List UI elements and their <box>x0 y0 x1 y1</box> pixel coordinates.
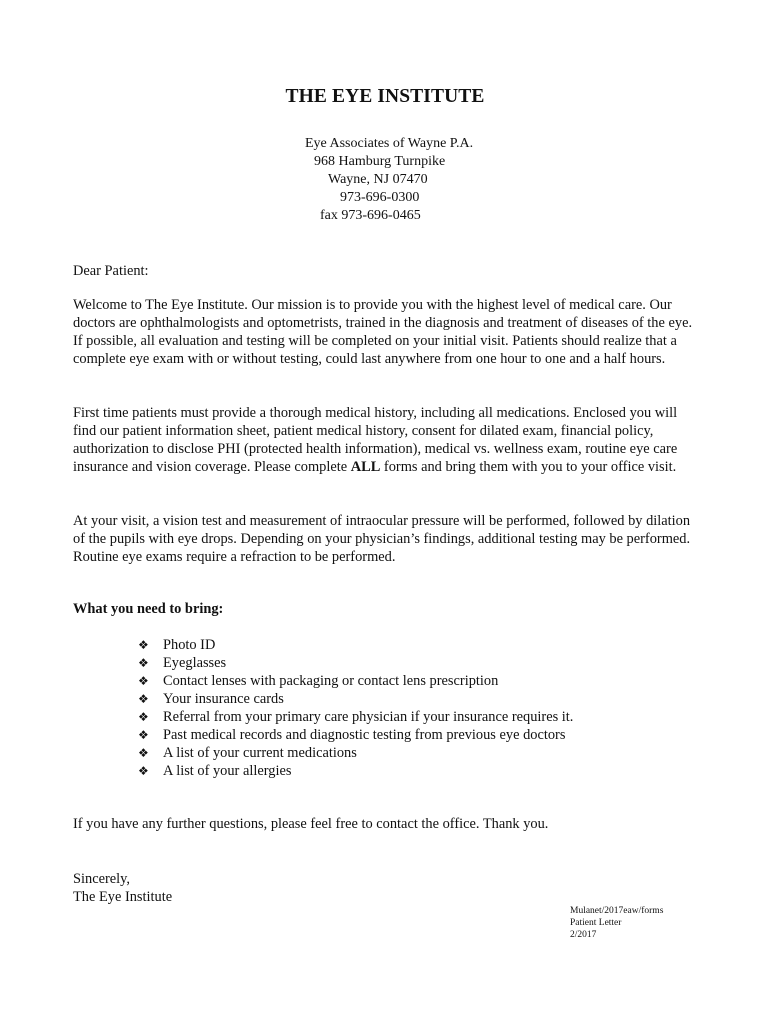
signature-block <box>73 870 698 906</box>
form-name: Patient Letter <box>570 918 622 928</box>
bring-list <box>138 636 573 780</box>
bullet-icon: ❖ <box>138 638 149 652</box>
city-state-zip: Wayne, NJ 07470 <box>328 172 428 187</box>
list-item-text: Past medical records and diagnostic testing from previous eye doctors <box>163 727 566 743</box>
signature-name: The Eye Institute <box>73 889 173 905</box>
list-item-text: A list of your allergies <box>163 763 292 779</box>
sign-off: Sincerely, <box>73 871 131 887</box>
salutation: Dear Patient: <box>73 263 149 279</box>
bullet-icon: ❖ <box>138 674 149 688</box>
street-address: 968 Hamburg Turnpike <box>314 154 446 169</box>
list-item <box>138 708 573 726</box>
list-item <box>138 762 573 780</box>
visit-paragraph: At your visit, a vision test and measurement of intraocular pressure will be performed, followed by dilation of the pupils with eye drops. Depending on your physician’s findings, additional testing may be performed. Routine eye exams require a refraction to be performed. <box>73 513 691 565</box>
list-item <box>138 654 573 672</box>
bring-heading: What you need to bring: <box>73 601 224 617</box>
list-item-text: Photo ID <box>163 637 216 653</box>
list-item <box>138 744 573 762</box>
closing-paragraph: If you have any further questions, please feel free to contact the office. Thank you. <box>73 816 549 832</box>
welcome-paragraph: Welcome to The Eye Institute. Our mission is to provide you with the highest level of medical care. Our doctors are ophthalmologists and optometrists, trained in the diagnosis and treatment of diseases of the eye. If possible, all evaluation and testing will be completed on your initial visit. Patients should realize that a complete eye exam with or without testing, could last anywhere from one hour to one and a half hours. <box>73 297 693 367</box>
first-time-text: First time patients must provide a thorough medical history, including all medications. Enclosed you will find our patient information sheet, patient medical history, consent for dilated exam, financial policy, authorization to disclose PHI (protected health information), medical vs. wellness exam, routine eye care insurance and vision coverage. Please complete <box>73 405 678 475</box>
all-emphasis: ALL <box>350 459 381 475</box>
first-time-text-end: forms and bring them with you to your office visit. <box>380 459 677 475</box>
first-time-paragraph <box>73 404 698 476</box>
form-date: 2/2017 <box>570 930 597 940</box>
bullet-icon: ❖ <box>138 692 149 706</box>
list-item-text: Referral from your primary care physician if your insurance requires it. <box>163 709 574 725</box>
bullet-icon: ❖ <box>138 764 149 778</box>
form-reference-note <box>570 905 663 941</box>
list-item-text: Your insurance cards <box>163 691 284 707</box>
bullet-icon: ❖ <box>138 746 149 760</box>
practice-name: Eye Associates of Wayne P.A. <box>305 136 474 151</box>
bullet-icon: ❖ <box>138 710 149 724</box>
list-item <box>138 636 573 654</box>
bullet-icon: ❖ <box>138 656 149 670</box>
list-item-text: Eyeglasses <box>163 655 227 671</box>
list-item-text: Contact lenses with packaging or contact lens prescription <box>163 673 499 689</box>
list-item <box>138 672 573 690</box>
page-title: THE EYE INSTITUTE <box>285 86 485 107</box>
bullet-icon: ❖ <box>138 728 149 742</box>
list-item <box>138 726 573 744</box>
phone-number: 973-696-0300 <box>340 190 420 205</box>
list-item <box>138 690 573 708</box>
form-path: Mulanet/2017eaw/forms <box>570 906 664 916</box>
fax-number: fax 973-696-0465 <box>320 208 421 223</box>
list-item-text: A list of your current medications <box>163 745 357 761</box>
